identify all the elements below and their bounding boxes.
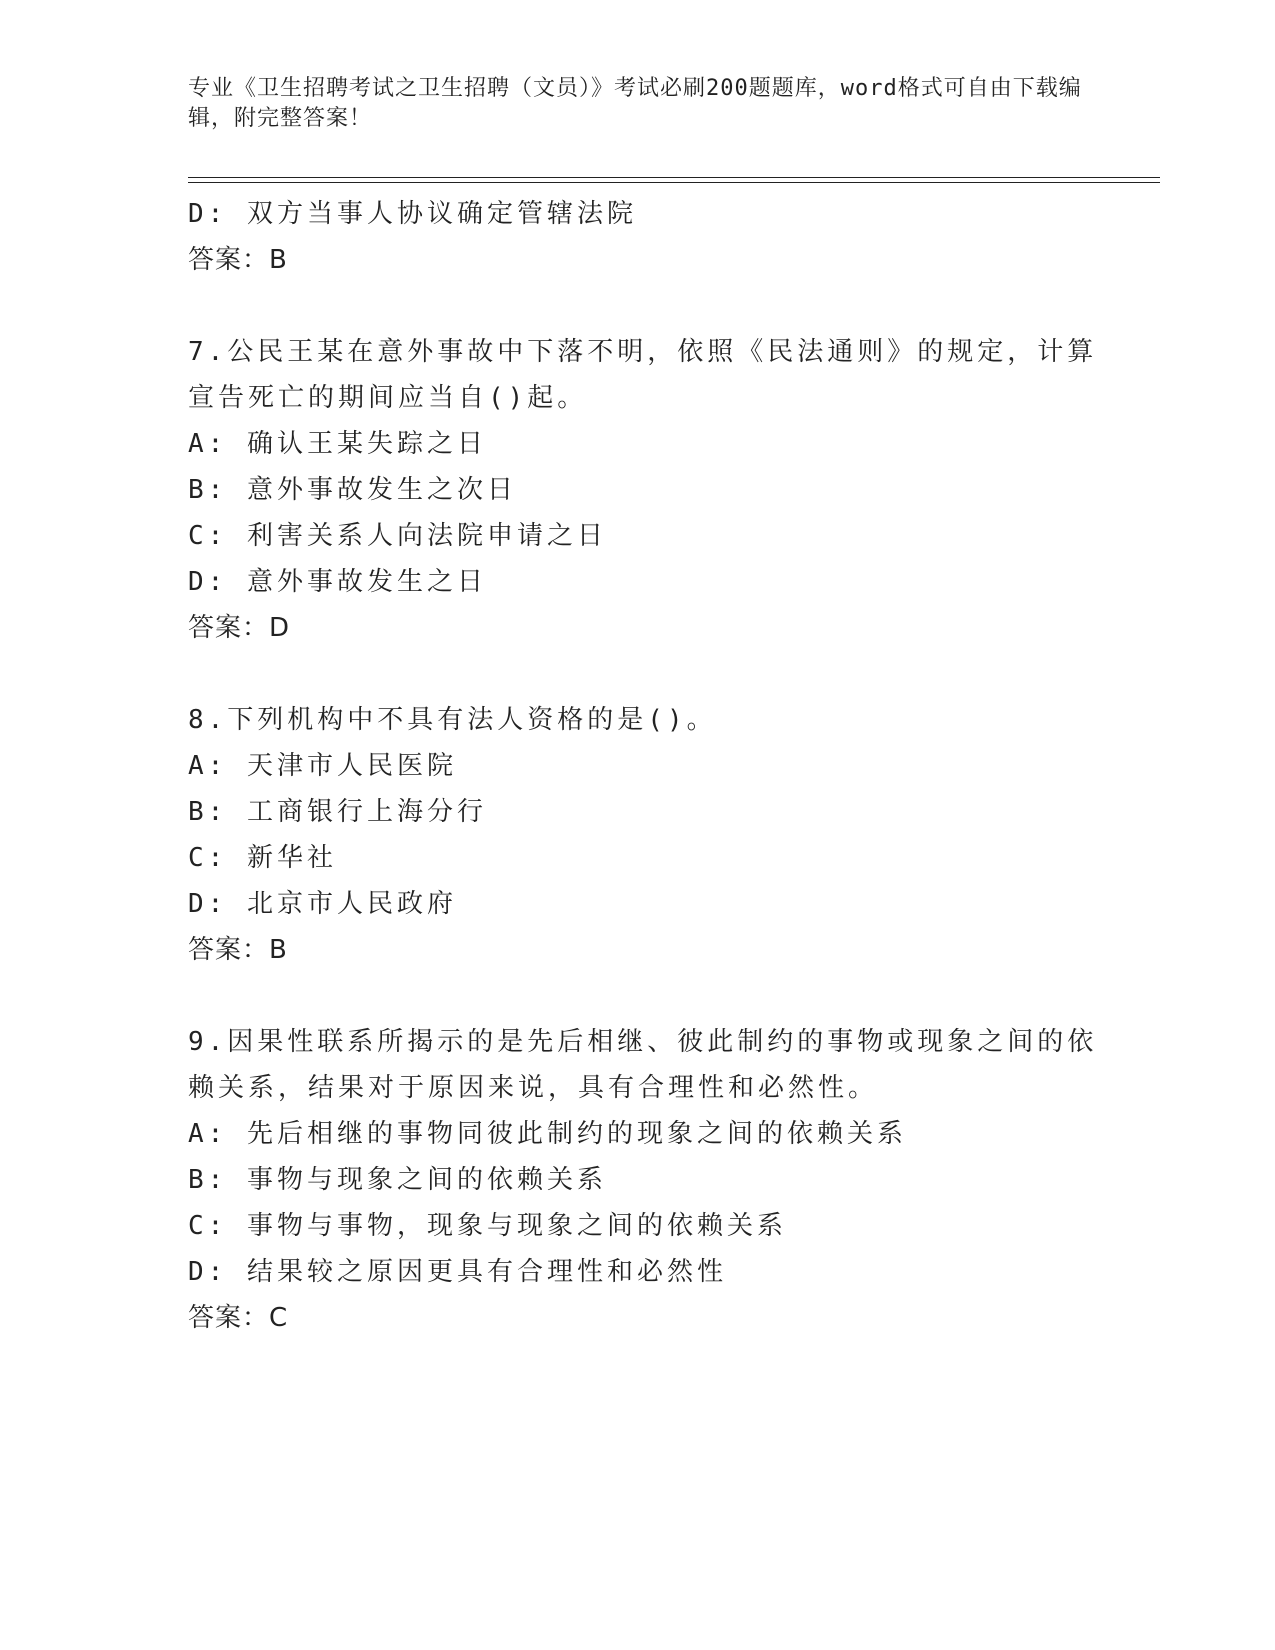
- question-text: 7.公民王某在意外事故中下落不明，依照《民法通则》的规定，计算宣告死亡的期间应当自()起。: [188, 337, 1098, 413]
- option-d: D: 北京市人民政府: [188, 889, 457, 919]
- question-text: 8.下列机构中不具有法人资格的是()。: [188, 705, 717, 735]
- spacer: [188, 651, 1108, 697]
- option-a: A: 先后相继的事物同彼此制约的现象之间的依赖关系: [188, 1119, 907, 1149]
- option-a: A: 天津市人民医院: [188, 751, 457, 781]
- question-block: [188, 1019, 1108, 1341]
- option-b: B: 事物与现象之间的依赖关系: [188, 1165, 607, 1195]
- question-text: 9.因果性联系所揭示的是先后相继、彼此制约的事物或现象之间的依赖关系，结果对于原因来说，具有合理性和必然性。: [188, 1027, 1098, 1103]
- document-header: 专业《卫生招聘考试之卫生招聘（文员）》考试必刷200题题库，word格式可自由下载编辑，附完整答案！: [188, 76, 1082, 131]
- question-list: [188, 191, 1108, 1341]
- answer-line: 答案：C: [188, 1303, 289, 1333]
- answer-line: 答案：B: [188, 935, 288, 965]
- answer-line: 答案：B: [188, 245, 288, 275]
- spacer: [188, 973, 1108, 1019]
- header-divider-top: [188, 177, 1160, 178]
- spacer: [188, 283, 1108, 329]
- option-d: D: 结果较之原因更具有合理性和必然性: [188, 1257, 727, 1287]
- option-d: D: 意外事故发生之日: [188, 567, 487, 597]
- option-c: C: 事物与事物，现象与现象之间的依赖关系: [188, 1211, 787, 1241]
- question-block: [188, 329, 1108, 651]
- question-block: [188, 697, 1108, 973]
- option-c: C: 利害关系人向法院申请之日: [188, 521, 607, 551]
- option-b: B: 意外事故发生之次日: [188, 475, 517, 505]
- answer-line: 答案：D: [188, 613, 291, 643]
- option-b: B: 工商银行上海分行: [188, 797, 487, 827]
- header-divider-bottom: [188, 182, 1160, 183]
- option-d: D: 双方当事人协议确定管辖法院: [188, 199, 637, 229]
- option-c: C: 新华社: [188, 843, 337, 873]
- option-a: A: 确认王某失踪之日: [188, 429, 487, 459]
